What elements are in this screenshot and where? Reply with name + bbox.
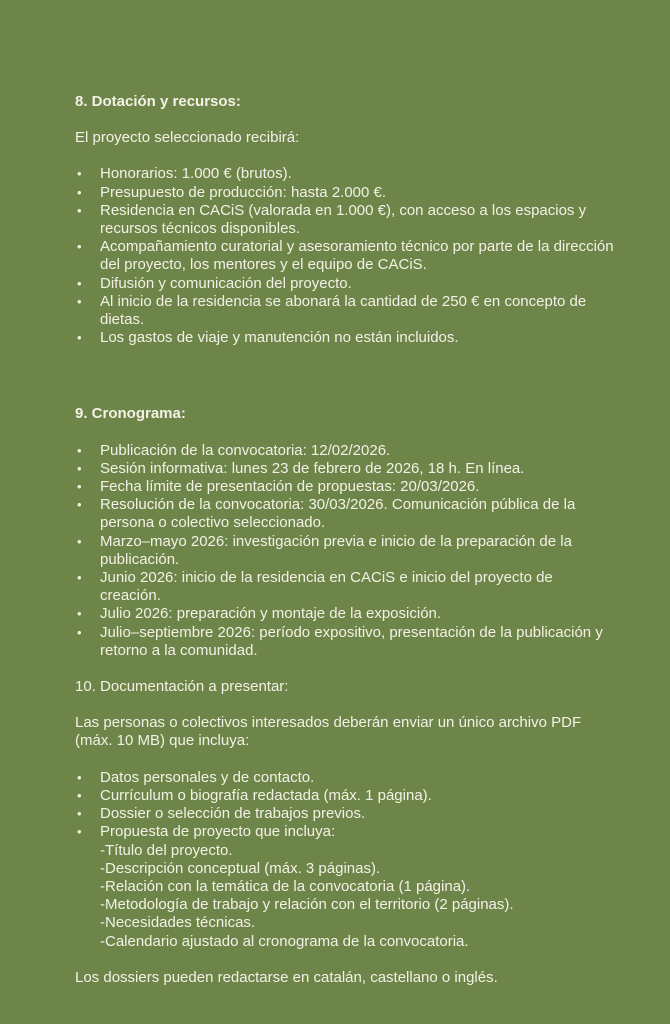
document-page xyxy=(75,93,615,987)
bullet-icon: • xyxy=(77,606,82,622)
list-item-text: Propuesta de proyecto que incluya: xyxy=(100,823,336,841)
list-item-text: Los gastos de viaje y manutención no están incluidos. xyxy=(100,329,459,347)
list-item-text: Julio 2026: preparación y montaje de la exposición. xyxy=(100,605,442,623)
list-item-text: Al inicio de la residencia se abonará la cantidad de 250 € en concepto de dietas. xyxy=(100,292,587,329)
list-item xyxy=(75,496,615,532)
list-item-text: Publicación de la convocatoria: 12/02/2026. xyxy=(100,441,391,459)
language-note: Los dossiers pueden redactarse en catalán, castellano o inglés. xyxy=(75,968,498,986)
list-item-text: Junio 2026: inicio de la residencia en CACiS e inicio del proyecto de creación. xyxy=(100,569,553,605)
bullet-icon: • xyxy=(77,479,82,495)
list-item-text: Resolución de la convocatoria: 30/03/2026. Comunicación pública de la persona o colectivo seleccionado. xyxy=(100,496,576,532)
bullet-icon: • xyxy=(77,769,82,785)
list-item xyxy=(75,460,615,478)
list-item xyxy=(75,569,615,605)
list-item xyxy=(75,329,615,347)
bullet-icon: • xyxy=(77,460,82,476)
list-item xyxy=(75,787,615,805)
list-item xyxy=(75,238,615,274)
bullet-icon: • xyxy=(77,497,82,513)
list-item-text: Datos personales y de contacto. xyxy=(100,768,315,786)
section-cronograma xyxy=(75,405,615,660)
section-10-intro: Las personas o colectivos interesados deberán enviar un único archivo PDF (máx. 10 MB) que incluya: xyxy=(75,714,582,750)
section-8-title: 8. Dotación y recursos: xyxy=(75,93,241,110)
list-item xyxy=(75,293,615,329)
bullet-icon: • xyxy=(77,166,82,182)
list-item-text: Dossier o selección de trabajos previos. xyxy=(100,805,366,823)
list-item xyxy=(75,533,615,569)
list-item xyxy=(75,275,615,293)
section-9-title: 9. Cronograma: xyxy=(75,405,186,423)
list-item xyxy=(75,202,615,238)
proposal-subitem: -Título del proyecto. xyxy=(100,841,233,859)
list-item-text: Acompañamiento curatorial y asesoramiento técnico por parte de la dirección del proyecto, los mentores y el equipo de CACiS. xyxy=(100,238,614,274)
list-item xyxy=(75,769,615,787)
section-8-intro: El proyecto seleccionado recibirá: xyxy=(75,129,300,147)
bullet-icon: • xyxy=(77,533,82,549)
bullet-icon: • xyxy=(77,293,82,309)
bullet-icon: • xyxy=(77,184,82,200)
bullet-icon: • xyxy=(77,787,82,803)
list-item xyxy=(75,805,615,823)
list-item xyxy=(75,605,615,623)
list-item xyxy=(75,184,615,202)
proposal-subitem: -Relación con la temática de la convocatoria (1 página). xyxy=(100,877,471,895)
bullet-icon: • xyxy=(77,624,82,640)
bullet-icon: • xyxy=(77,202,82,218)
list-item-text: Fecha límite de presentación de propuestas: 20/03/2026. xyxy=(100,478,480,496)
proposal-subitem: -Calendario ajustado al cronograma de la convocatoria. xyxy=(100,932,469,950)
list-item-text: Currículum o biografía redactada (máx. 1 página). xyxy=(100,786,432,804)
bullet-icon: • xyxy=(77,806,82,822)
bullet-icon: • xyxy=(77,570,82,586)
bullet-icon: • xyxy=(77,239,82,255)
section-8-list xyxy=(75,165,615,347)
proposal-subitem: -Metodología de trabajo y relación con el territorio (2 páginas). xyxy=(100,896,514,914)
list-item-text: Sesión informativa: lunes 23 de febrero de 2026, 18 h. En línea. xyxy=(100,459,525,477)
list-item xyxy=(75,624,615,660)
list-item xyxy=(75,478,615,496)
section-10-title: 10. Documentación a presentar: xyxy=(75,678,289,696)
bullet-icon: • xyxy=(77,330,82,346)
proposal-subitems xyxy=(100,842,615,951)
list-item xyxy=(75,823,615,950)
proposal-subitem: -Descripción conceptual (máx. 3 páginas). xyxy=(100,859,381,877)
bullet-icon: • xyxy=(77,442,82,458)
list-item-text: Marzo–mayo 2026: investigación previa e inicio de la preparación de la publicación. xyxy=(100,532,572,568)
list-item-text: Julio–septiembre 2026: período expositivo, presentación de la publicación y retorno a la comunidad. xyxy=(100,623,603,659)
section-documentacion xyxy=(75,678,615,987)
list-item-text: Honorarios: 1.000 € (brutos). xyxy=(100,165,292,183)
list-item xyxy=(75,442,615,460)
section-9-list xyxy=(75,442,615,660)
section-10-list xyxy=(75,769,615,951)
list-item-text: Presupuesto de producción: hasta 2.000 €. xyxy=(100,183,387,201)
list-item-text: Difusión y comunicación del proyecto. xyxy=(100,274,352,292)
proposal-subitem: -Necesidades técnicas. xyxy=(100,914,256,932)
bullet-icon: • xyxy=(77,275,82,291)
bullet-icon: • xyxy=(77,824,82,840)
list-item-text: Residencia en CACiS (valorada en 1.000 €), con acceso a los espacios y recursos técnicos disponibles. xyxy=(100,201,587,238)
list-item xyxy=(75,165,615,183)
section-dotacion-recursos xyxy=(75,93,615,347)
